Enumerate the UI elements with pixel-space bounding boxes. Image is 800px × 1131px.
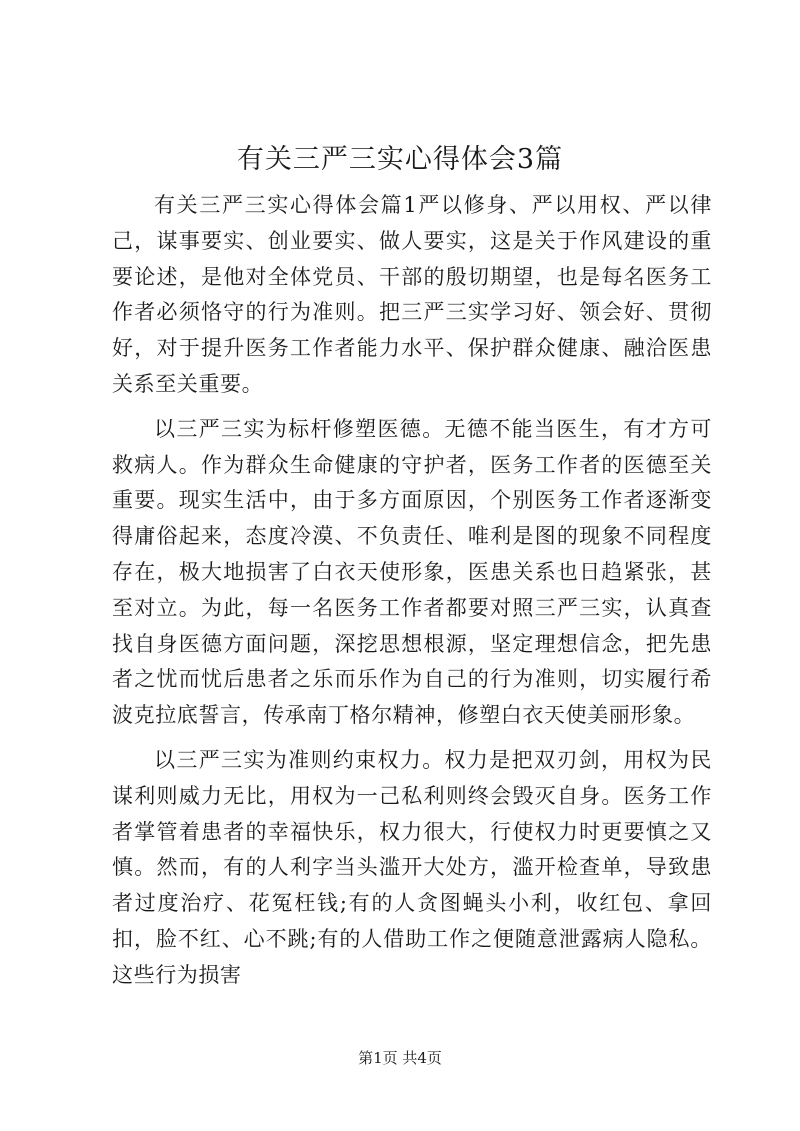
- paragraph-2: 以三严三实为标杆修塑医德。无德不能当医生，有才方可救病人。作为群众生命健康的守护者，医务工作者的医德至关重要。现实生活中，由于多方面原因，个别医务工作者逐渐变得庸俗起来，态度冷漠、不负责任、唯利是图的现象不同程度存在，极大地损害了白衣天使形象，医患关系也日趋紧张，甚至对立。为此，每一名医务工作者都要对照三严三实，认真查找自身医德方面问题，深挖思想根源，坚定理想信念，把先患者之忧而忧后患者之乐而乐作为自己的行为准则，切实履行希波克拉底誓言，传承南丁格尔精神，修塑白衣天使美丽形象。: [112, 416, 712, 728]
- paragraph-3: 以三严三实为准则约束权力。权力是把双刃剑，用权为民谋利则威力无比，用权为一己私利则终会毁灭自身。医务工作者掌管着患者的幸福快乐，权力很大，行使权力时更要慎之又慎。然而，有的人利字当头滥开大处方，滥开检查单，导致患者过度治疗、花冤枉钱;有的人贪图蝇头小利，收红包、拿回扣，脸不红、心不跳;有的人借助工作之便随意泄露病人隐私。这些行为损害: [112, 747, 712, 987]
- paragraph-1: 有关三严三实心得体会篇1严以修身、严以用权、严以律己，谋事要实、创业要实、做人要实，这是关于作风建设的重要论述，是他对全体党员、干部的殷切期望，也是每名医务工作者必须恪守的行为准则。把三严三实学习好、领会好、贯彻好，对于提升医务工作者能力水平、保护群众健康、融洽医患关系至关重要。: [112, 193, 712, 396]
- page-number-footer: 第1页 共4页: [358, 1049, 442, 1067]
- document-title: 有关三严三实心得体会3篇: [236, 144, 564, 175]
- document-body: [112, 188, 712, 1003]
